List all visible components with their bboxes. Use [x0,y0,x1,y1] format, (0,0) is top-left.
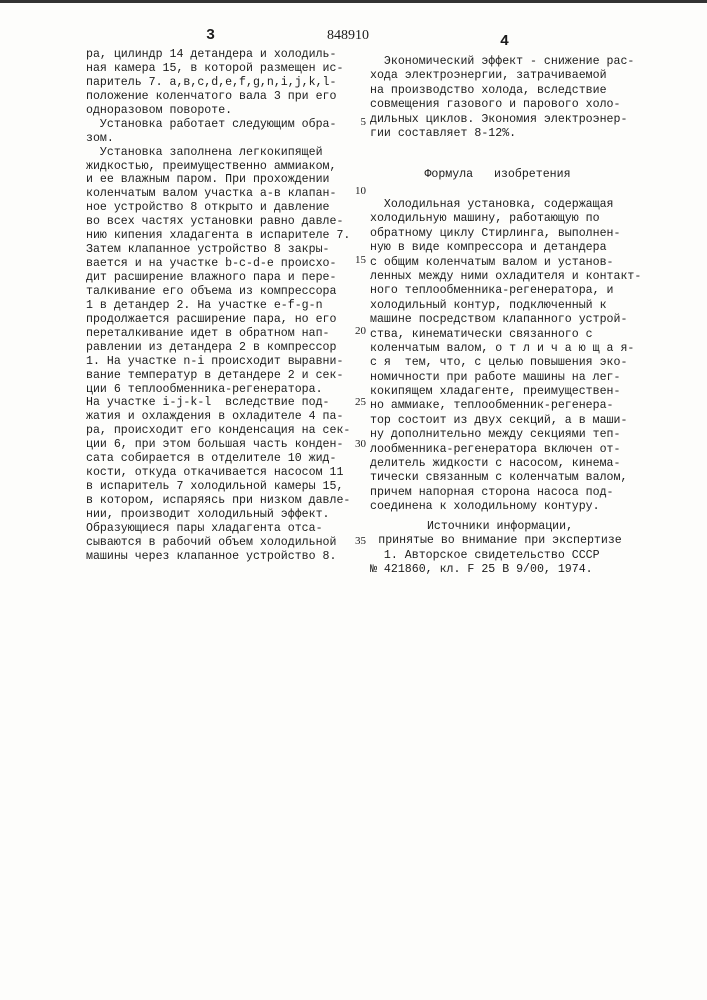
text-line: ра, происходит его конденсация на сек- [86,424,350,438]
text-line: ного теплообменника-регенератора, и [370,284,641,298]
line-number: 35 [354,535,366,547]
text-line: гии составляет 8-12%. [370,127,634,141]
text-line: нии, производит холодильный эффект. [86,508,350,522]
text-line: с я тем, что, с целью повышения эко- [370,356,641,370]
text-line: холодильный контур, подключенный к [370,299,641,313]
text-line: машине посредством клапанного устрой- [370,313,641,327]
text-line: кокипящем хладагенте, преимуществен- [370,385,641,399]
text-line: зом. [86,132,350,146]
text-line: кости, откуда откачивается насосом 11 [86,466,350,480]
text-line: Источники информации, [370,520,630,534]
text-line: дит расширение влажного пара и пере- [86,271,350,285]
text-line: причем напорная сторона насоса под- [370,486,641,500]
text-line: ства, кинематически связанного с [370,328,641,342]
claim-text [370,198,641,515]
text-line: На участке i-j-k-l вследствие под- [86,396,350,410]
text-line: 1. На участке n-i происходит выравни- [86,355,350,369]
text-line: номичности при работе машины на лег- [370,371,641,385]
text-line: 1. Авторское свидетельство СССР [370,549,600,563]
text-line: сываются в рабочий объем холодильной [86,536,350,550]
text-line: переталкивание идет в обратном нап- [86,327,350,341]
text-line: Затем клапанное устройство 8 закры- [86,243,350,257]
text-line: хода электроэнергии, затрачиваемой [370,69,634,83]
line-number: 10 [354,185,366,197]
text-line: ную в виде компрессора и детандера [370,241,641,255]
text-line: холодильную машину, работающую по [370,212,641,226]
text-line: сата собирается в отделителе 10 жид- [86,452,350,466]
text-line: вается и на участке b-c-d-e происхо- [86,257,350,271]
line-number: 5 [354,116,366,128]
text-line: Установка работает следующим обра- [86,118,350,132]
text-line: лообменника-регенератора включен от- [370,443,641,457]
text-line: соединена к холодильному контуру. [370,500,641,514]
text-line: в котором, испаряясь при низком давле- [86,494,350,508]
page-number-right: 4 [500,34,509,50]
text-line: ная камера 15, в которой размещен ис- [86,62,350,76]
text-line: совмещения газового и парового холо- [370,98,634,112]
formula-heading: Формула изобретения [370,168,625,182]
text-line: жидкостью, преимущественно аммиаком, [86,160,350,174]
text-line: одноразовом повороте. [86,104,350,118]
text-line: Установка заполнена легкокипящей [86,146,350,160]
text-line: нию кипения хладагента в испарителе 7. [86,229,350,243]
page-top-border [0,0,707,3]
text-line: № 421860, кл. F 25 B 9/00, 1974. [370,563,600,577]
line-number: 20 [354,325,366,337]
text-line: ра, цилиндр 14 детандера и холодиль- [86,48,350,62]
text-line: Холодильная установка, содержащая [370,198,641,212]
text-line: машины через клапанное устройство 8. [86,550,350,564]
line-number: 25 [354,396,366,408]
text-line: на производство холода, вследствие [370,84,634,98]
text-line: 1 в детандер 2. На участке e-f-g-n [86,299,350,313]
text-line: продолжается расширение пара, но его [86,313,350,327]
text-line: во всех частях установки равно давле- [86,215,350,229]
text-line: обратному циклу Стирлинга, выполнен- [370,227,641,241]
text-line: тор состоит из двух секций, а в маши- [370,414,641,428]
text-line: ленных между ними охладителя и контакт- [370,270,641,284]
text-line: ное устройство 8 открыто и давление [86,201,350,215]
text-line: с общим коленчатым валом и установ- [370,256,641,270]
sources-list [370,549,600,578]
text-line: равлении из детандера 2 в компрессор [86,341,350,355]
text-line: талкивание его объема из компрессора [86,285,350,299]
line-number: 30 [354,438,366,450]
left-column-text [86,48,350,564]
text-line: и ее влажным паром. При прохождении [86,173,350,187]
text-line: паритель 7. a,в,c,d,e,f,g,n,i,j,k,l- [86,76,350,90]
text-line: делитель жидкости с насосом, кинема- [370,457,641,471]
text-line: в испаритель 7 холодильной камеры 15, [86,480,350,494]
text-line: коленчатым валом участка a-в клапан- [86,187,350,201]
text-line: но аммиаке, теплообменник-регенера- [370,399,641,413]
text-line: жатия и охлаждения в охладителе 4 па- [86,410,350,424]
text-line: Экономический эффект - снижение рас- [370,55,634,69]
economic-effect-text [370,55,634,141]
page-number-left: 3 [206,28,215,44]
text-line: ции 6, при этом большая часть конден- [86,438,350,452]
sources-heading [370,520,630,549]
text-line: ну дополнительно между секциями теп- [370,428,641,442]
text-line: Образующиеся пары хладагента отса- [86,522,350,536]
text-line: вание температур в детандере 2 и сек- [86,369,350,383]
text-line: принятые во внимание при экспертизе [370,534,630,548]
text-line: ции 6 теплообменника-регенератора. [86,383,350,397]
text-line: дильных циклов. Экономия электроэнер- [370,113,634,127]
text-line: тически связанным с коленчатым валом, [370,471,641,485]
text-line: коленчатым валом, о т л и ч а ю щ а я- [370,342,641,356]
line-number: 15 [354,254,366,266]
text-line: положение коленчатого вала 3 при его [86,90,350,104]
patent-number: 848910 [327,28,369,43]
